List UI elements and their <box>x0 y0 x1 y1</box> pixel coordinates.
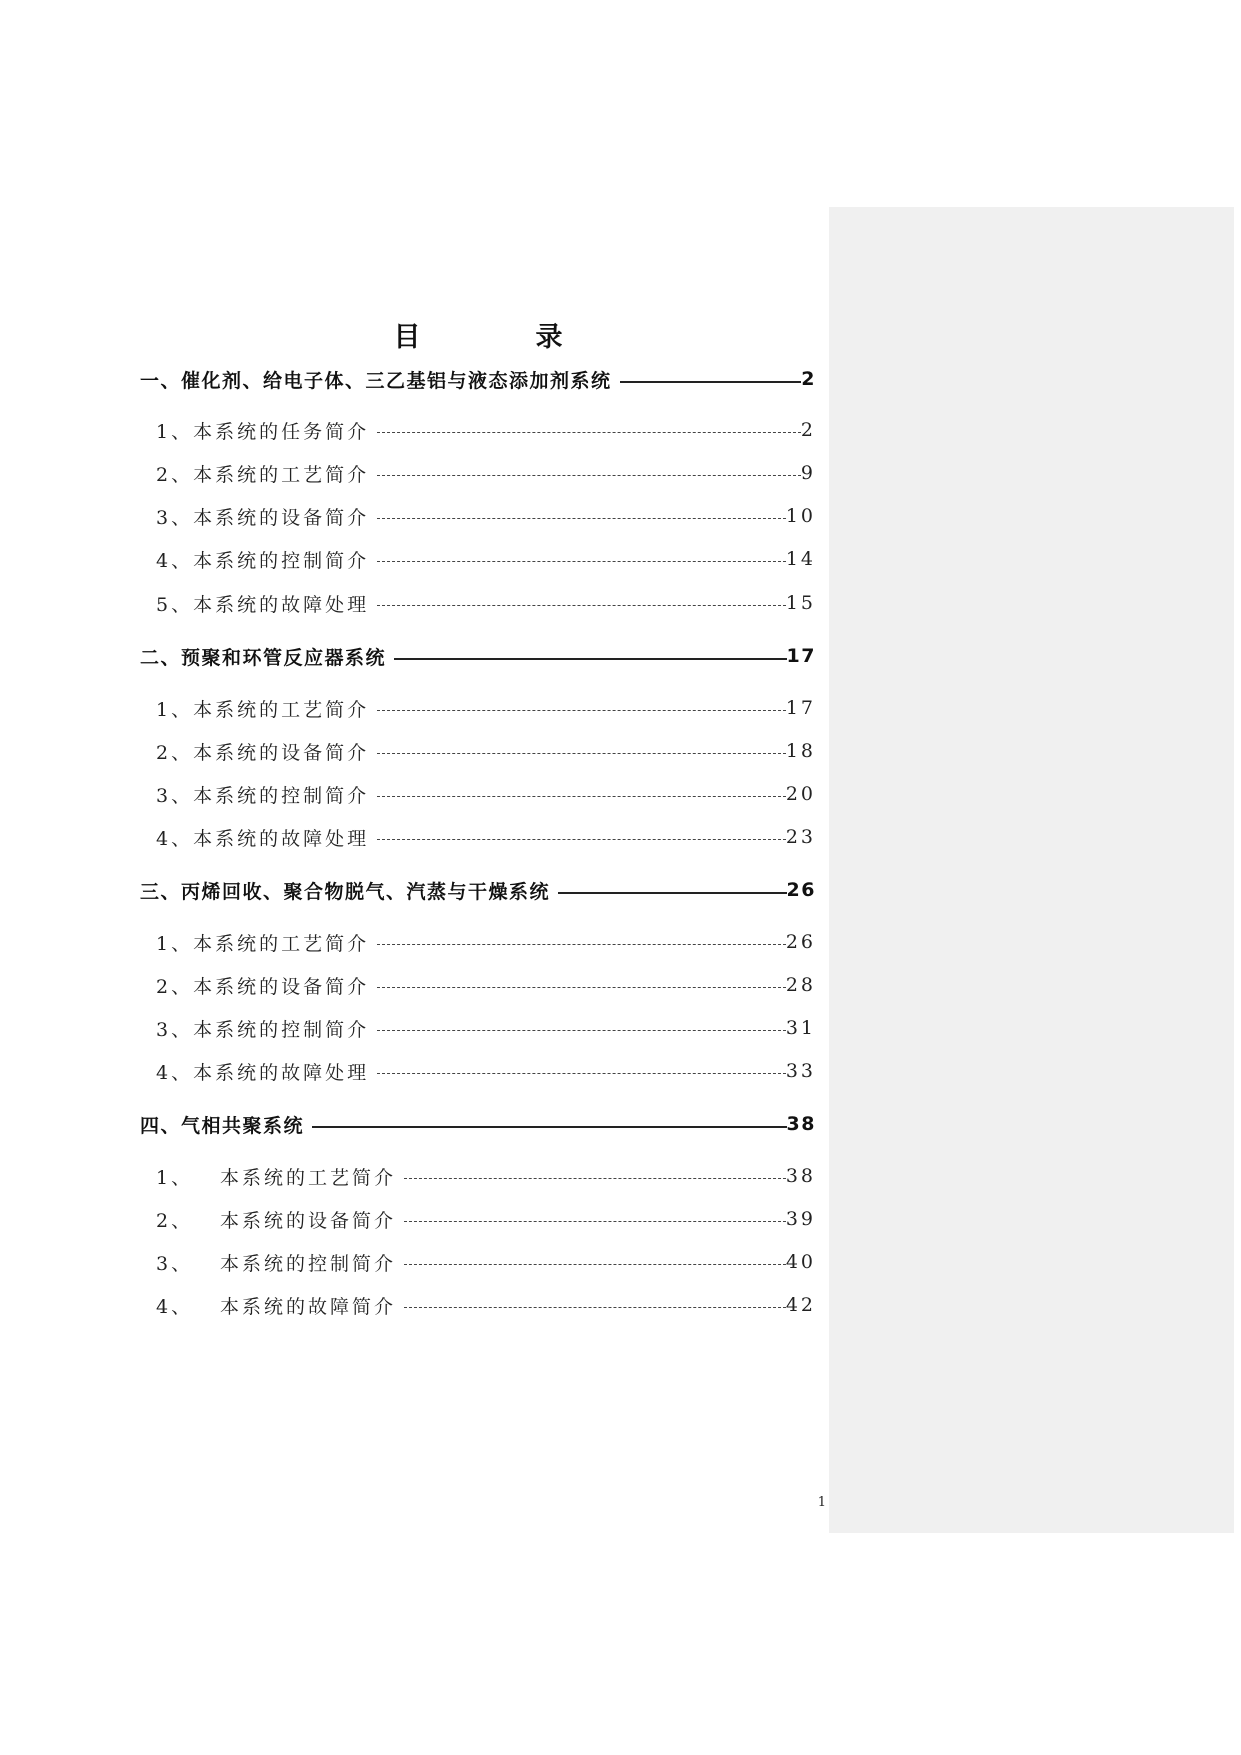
toc-leader <box>312 1124 787 1128</box>
toc-section-4[interactable] <box>140 1108 816 1140</box>
toc-leader <box>404 1262 786 1265</box>
toc-leader <box>377 794 786 797</box>
toc-page-number: 38 <box>785 1165 816 1187</box>
toc-item[interactable] <box>140 500 816 532</box>
toc-item[interactable] <box>140 1203 816 1235</box>
toc-page-number: 17 <box>785 697 816 719</box>
toc-item-number: 1、 <box>156 420 194 443</box>
toc-item[interactable] <box>140 735 816 767</box>
toc-item-label: 本系统的设备简介 <box>193 506 370 529</box>
toc-leader <box>377 751 786 754</box>
toc-leader <box>377 430 801 433</box>
toc-leader <box>620 379 802 383</box>
toc-page-number: 15 <box>785 592 816 614</box>
toc-page-number: 20 <box>785 783 816 805</box>
toc-leader <box>404 1305 786 1308</box>
toc-item-label: 本系统的设备简介 <box>193 975 370 998</box>
toc-page-number: 28 <box>785 974 816 996</box>
toc-page-number: 2 <box>801 368 816 390</box>
toc-page-number: 23 <box>785 826 816 848</box>
toc-item[interactable] <box>140 457 816 489</box>
page-number: 1 <box>817 1495 826 1510</box>
toc-leader <box>377 837 786 840</box>
comment-margin-pane <box>829 207 1234 1533</box>
toc-section-2[interactable] <box>140 640 816 672</box>
toc-item-label: 本系统的故障简介 <box>220 1295 397 1318</box>
toc-item-number: 4、 <box>156 1295 194 1318</box>
toc-item-label: 本系统的故障处理 <box>193 593 370 616</box>
toc-item-label: 本系统的控制简介 <box>193 784 370 807</box>
toc-item-number: 3、 <box>156 506 194 529</box>
toc-item[interactable] <box>140 821 816 853</box>
toc-item[interactable] <box>140 543 816 575</box>
toc-leader <box>377 516 786 519</box>
toc-leader <box>377 1071 786 1074</box>
toc-item-number: 1、 <box>156 932 194 955</box>
toc-item-label: 本系统的工艺简介 <box>220 1166 397 1189</box>
toc-leader <box>404 1176 786 1179</box>
toc-section-label: 一、催化剂、给电子体、三乙基铝与液态添加剂系统 <box>140 369 612 392</box>
toc-page-number: 10 <box>785 505 816 527</box>
toc-page-number: 17 <box>786 645 816 667</box>
toc-item[interactable] <box>140 969 816 1001</box>
toc-item[interactable] <box>140 1055 816 1087</box>
toc-item-number: 4、 <box>156 549 194 572</box>
toc-item-number: 4、 <box>156 1061 194 1084</box>
toc-item-label: 本系统的工艺简介 <box>193 463 370 486</box>
toc-page-number: 33 <box>785 1060 816 1082</box>
toc-item-number: 2、 <box>156 741 194 764</box>
toc-item-label: 本系统的控制简介 <box>193 1018 370 1041</box>
toc-item[interactable] <box>140 414 816 446</box>
toc-leader <box>377 1028 786 1031</box>
toc-item[interactable] <box>140 1012 816 1044</box>
toc-leader <box>377 985 786 988</box>
toc-page-number: 14 <box>785 548 816 570</box>
toc-item-number: 3、 <box>156 784 194 807</box>
toc-page-number: 26 <box>785 931 816 953</box>
toc-leader <box>377 473 801 476</box>
toc-item-label: 本系统的任务简介 <box>193 420 370 443</box>
table-of-contents <box>140 0 816 1400</box>
toc-item-label: 本系统的工艺简介 <box>193 698 370 721</box>
toc-leader <box>377 708 786 711</box>
toc-item-label: 本系统的工艺简介 <box>193 932 370 955</box>
toc-section-3[interactable] <box>140 874 816 906</box>
toc-page-number: 42 <box>785 1294 816 1316</box>
toc-title: 目 录 <box>393 322 607 353</box>
toc-item-number: 1、 <box>156 1166 194 1189</box>
toc-page-number: 9 <box>800 462 816 484</box>
toc-item-number: 3、 <box>156 1252 194 1275</box>
toc-item-number: 3、 <box>156 1018 194 1041</box>
toc-item-number: 4、 <box>156 827 194 850</box>
toc-page-number: 39 <box>785 1208 816 1230</box>
toc-page-number: 2 <box>800 419 816 441</box>
toc-item-number: 2、 <box>156 975 194 998</box>
toc-section-label: 二、预聚和环管反应器系统 <box>140 646 387 669</box>
toc-item-number: 5、 <box>156 593 194 616</box>
toc-item-number: 1、 <box>156 698 194 721</box>
toc-section-label: 四、气相共聚系统 <box>140 1114 305 1137</box>
toc-item-label: 本系统的故障处理 <box>193 1061 370 1084</box>
toc-item[interactable] <box>140 1160 816 1192</box>
toc-item-label: 本系统的控制简介 <box>220 1252 397 1275</box>
toc-page-number: 40 <box>785 1251 816 1273</box>
toc-leader <box>558 890 787 894</box>
toc-item[interactable] <box>140 926 816 958</box>
toc-page-number: 26 <box>786 879 816 901</box>
toc-leader <box>377 559 786 562</box>
toc-page-number: 31 <box>785 1017 816 1039</box>
toc-leader <box>404 1219 786 1222</box>
toc-item[interactable] <box>140 778 816 810</box>
toc-item-label: 本系统的设备简介 <box>220 1209 397 1232</box>
toc-leader <box>377 603 786 606</box>
toc-item-number: 2、 <box>156 463 194 486</box>
toc-item[interactable] <box>140 587 816 619</box>
toc-item[interactable] <box>140 1246 816 1278</box>
toc-section-label: 三、丙烯回收、聚合物脱气、汽蒸与干燥系统 <box>140 880 551 903</box>
toc-page-number: 38 <box>786 1113 816 1135</box>
toc-item[interactable] <box>140 692 816 724</box>
toc-item-label: 本系统的控制简介 <box>193 549 370 572</box>
toc-page-number: 18 <box>785 740 816 762</box>
toc-leader <box>377 942 786 945</box>
toc-item-label: 本系统的故障处理 <box>193 827 370 850</box>
toc-item-label: 本系统的设备简介 <box>193 741 370 764</box>
toc-item-number: 2、 <box>156 1209 194 1232</box>
toc-section-1[interactable] <box>140 363 816 395</box>
toc-leader <box>394 656 787 660</box>
toc-item[interactable] <box>140 1289 816 1321</box>
